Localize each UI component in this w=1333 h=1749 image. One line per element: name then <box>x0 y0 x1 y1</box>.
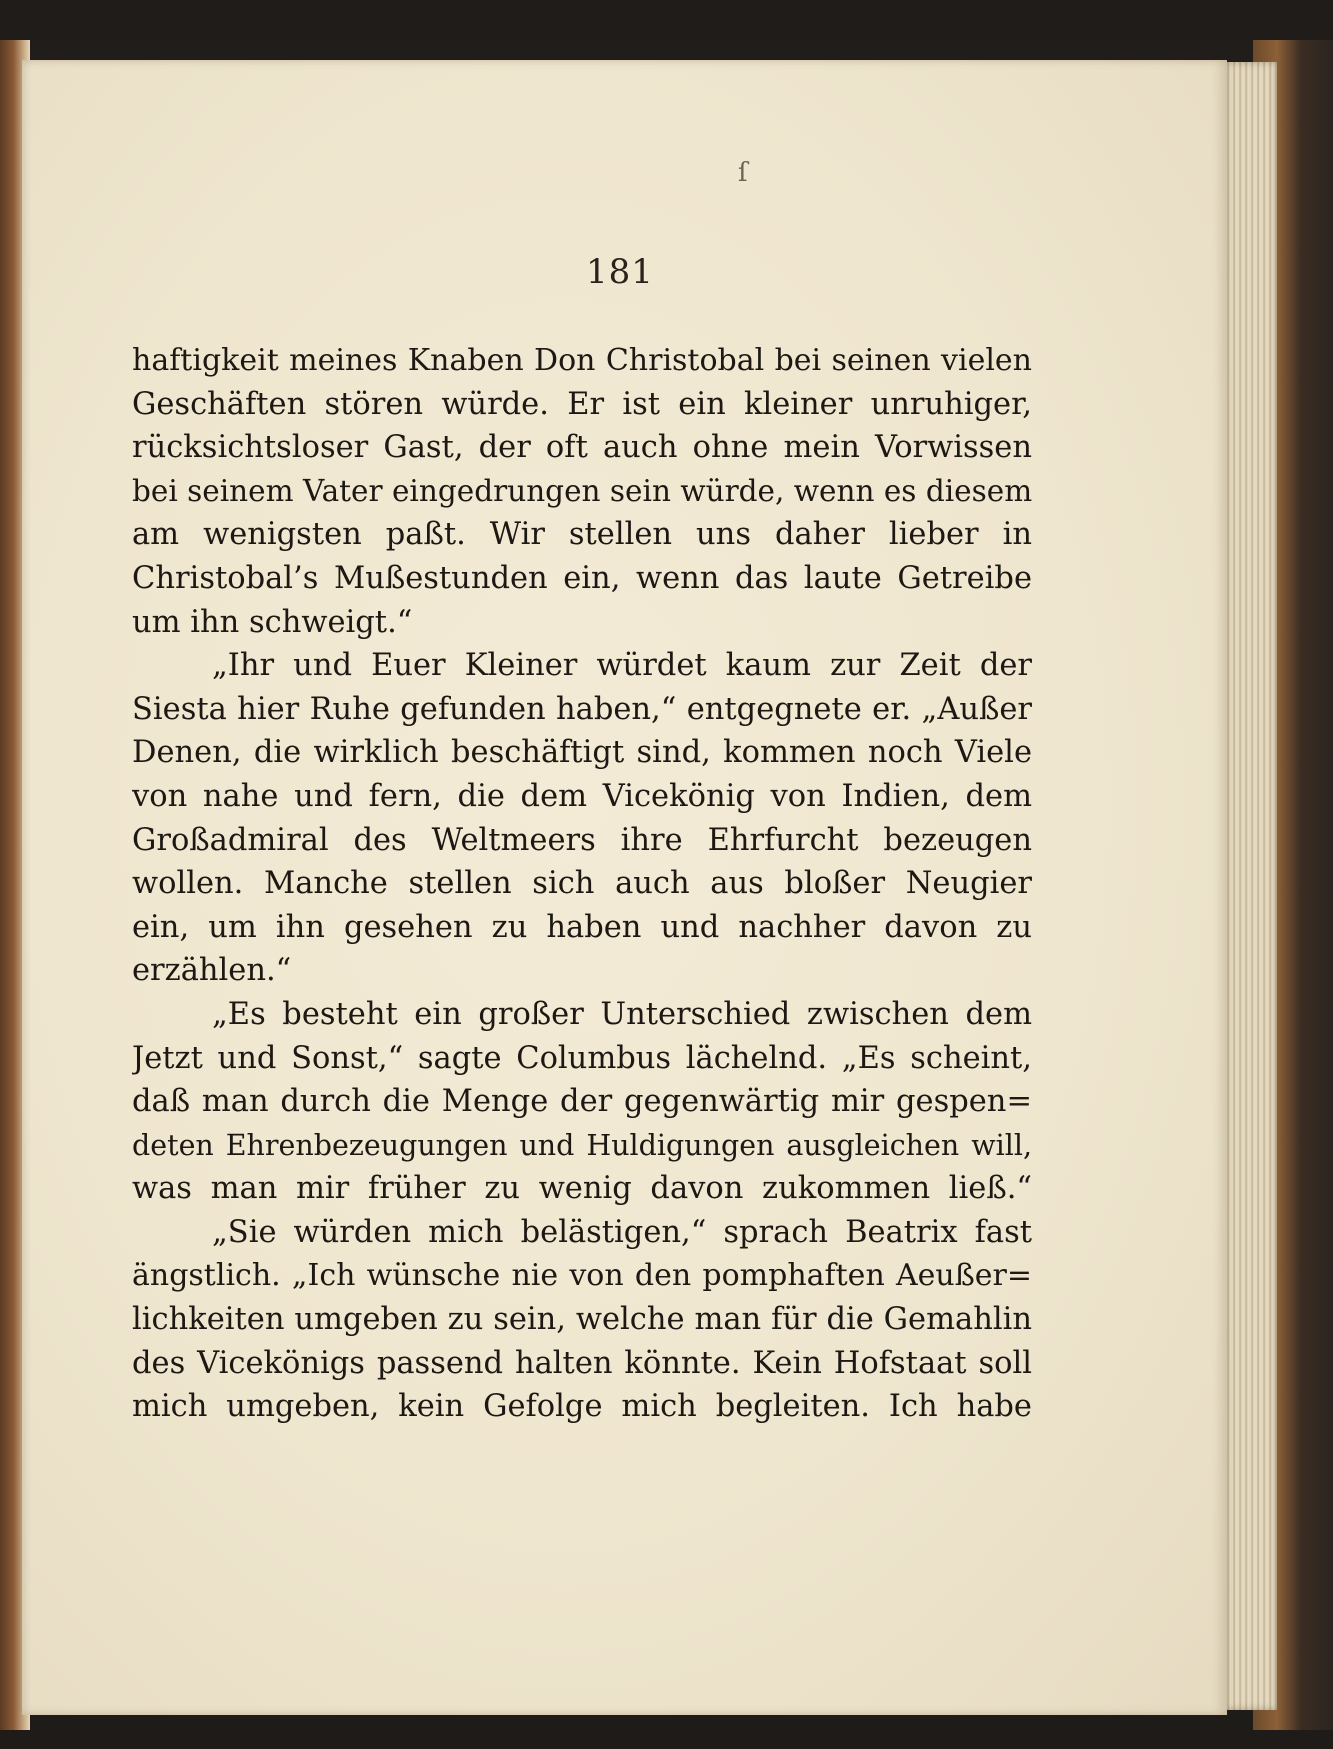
text-line: Denen, die wirklich beschäftigt sind, kommen noch Viele <box>132 735 1032 771</box>
text-line: erzählen.“ <box>132 953 292 989</box>
body-text <box>132 339 1032 1429</box>
text-line: am wenigsten paßt. Wir stellen uns daher lieber in <box>132 517 1032 553</box>
text-line: daß man durch die Menge der gegenwärtig mir gespen= <box>132 1084 1032 1120</box>
text-line: rücksichtsloser Gast, der oft auch ohne mein Vorwissen <box>132 430 1032 466</box>
text-line: von nahe und fern, die dem Vicekönig von Indien, dem <box>132 778 1032 814</box>
text-line: Geschäften stören würde. Er ist ein kleiner unruhiger, <box>132 386 1032 422</box>
text-line: Christobal’s Mußestunden ein, wenn das laute Getreibe <box>132 560 1032 596</box>
text-line: bei seinem Vater eingedrungen sein würde, wenn es diesem <box>132 473 1032 508</box>
book-page <box>22 60 1227 1715</box>
page-number-text: 181 <box>586 252 654 292</box>
text-line: „Sie würden mich belästigen,“ sprach Beatrix fast <box>212 1214 1032 1250</box>
text-line: lichkeiten umgeben zu sein, welche man für die Gemahlin <box>132 1302 1032 1338</box>
page-number <box>132 252 942 292</box>
text-line: wollen. Manche stellen sich auch aus bloßer Neugier <box>132 866 1032 902</box>
text-line: ängstlich. „Ich wünsche nie von den pomphaften Aeußer= <box>132 1258 1032 1294</box>
text-line: Jetzt und Sonst,“ sagte Columbus lächelnd. „Es scheint, <box>132 1040 1032 1076</box>
stray-ink-mark: ſ <box>738 158 748 188</box>
stacked-page-edges <box>1225 62 1277 1710</box>
text-line: des Vicekönigs passend halten könnte. Kein Hofstaat soll <box>132 1345 1032 1381</box>
text-line: „Ihr und Euer Kleiner würdet kaum zur Zeit der <box>212 648 1032 684</box>
text-line: ein, um ihn gesehen zu haben und nachher davon zu <box>132 909 1032 945</box>
text-line: Großadmiral des Weltmeers ihre Ehrfurcht bezeugen <box>132 822 1032 858</box>
text-line: mich umgeben, kein Gefolge mich begleiten. Ich habe <box>132 1389 1032 1425</box>
text-line: Siesta hier Ruhe gefunden haben,“ entgegnete er. „Außer <box>132 691 1032 727</box>
text-line: haftigkeit meines Knaben Don Christobal bei seinen vielen <box>132 343 1032 378</box>
text-line: um ihn schweigt.“ <box>132 604 413 640</box>
text-line: „Es besteht ein großer Unterschied zwischen dem <box>212 996 1032 1032</box>
text-line: was man mir früher zu wenig davon zukommen ließ.“ <box>132 1171 1032 1207</box>
text-line: deten Ehrenbezeugungen und Huldigungen ausgleichen will, <box>132 1128 1032 1162</box>
